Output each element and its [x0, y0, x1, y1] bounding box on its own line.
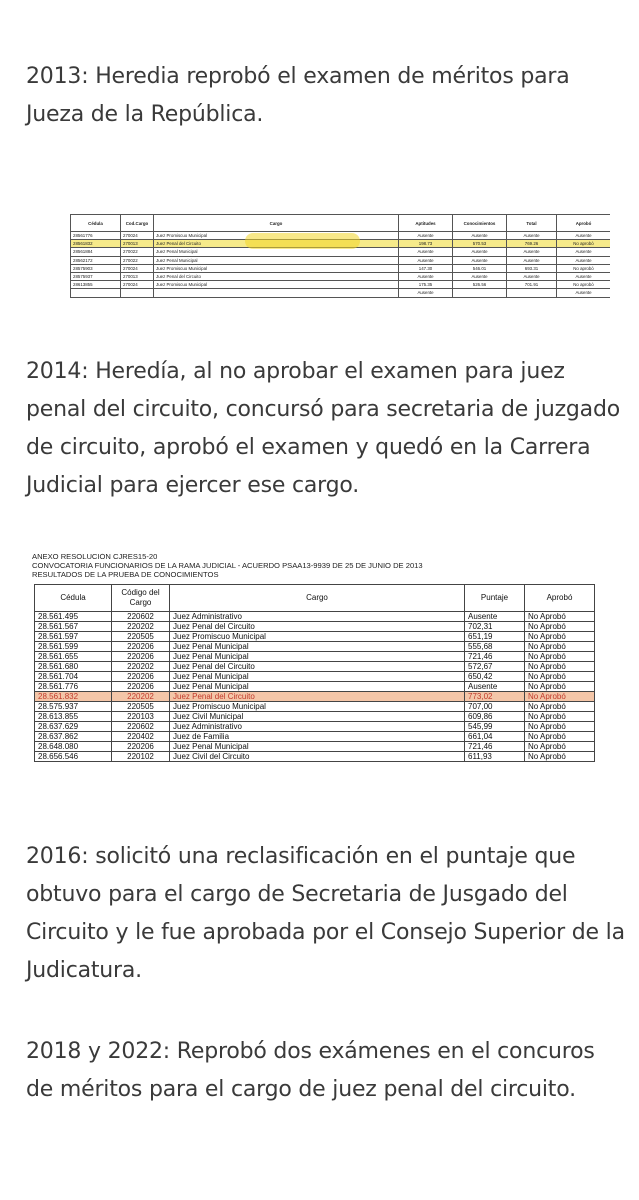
table-cell: 707,00 [465, 702, 525, 712]
table-cell: Juez Penal Municipal [170, 742, 465, 752]
table-row [35, 702, 595, 712]
table-cell: No Aprobó [525, 742, 595, 752]
table-cell: No Aprobó [525, 752, 595, 762]
table-cell: 220505 [112, 632, 170, 642]
results-table-2013 [70, 214, 610, 298]
table-cell: Ausente [557, 256, 611, 264]
table-cell: 721,46 [465, 652, 525, 662]
table-cell: 702,31 [465, 622, 525, 632]
table-cell: Ausente [399, 256, 453, 264]
table-cell: Ausente [465, 682, 525, 692]
column-header: Cargo [154, 215, 399, 232]
table-row [71, 256, 611, 264]
table-cell: 270013 [121, 272, 154, 280]
table-cell: 555,68 [465, 642, 525, 652]
column-header: Código del Cargo [112, 585, 170, 612]
annex-header [32, 553, 612, 579]
table-row [35, 612, 595, 622]
column-header: Aprobó [557, 215, 611, 232]
table-cell: 28.561.599 [35, 642, 112, 652]
table-cell: 28613855 [71, 281, 121, 289]
table-cell: Ausente [507, 232, 557, 240]
table-row [35, 672, 595, 682]
column-header: Aptitudes [399, 215, 453, 232]
table-cell: Ausente [507, 272, 557, 280]
column-header: Cédula [71, 215, 121, 232]
table-cell: 28575937 [71, 272, 121, 280]
table-cell: Juez Promiscuo Municipal [170, 702, 465, 712]
table-cell: No Aprobó [525, 682, 595, 692]
table-cell: Juez Penal Municipal [170, 642, 465, 652]
table-cell [121, 289, 154, 297]
table-cell: Ausente [557, 272, 611, 280]
table-cell: 28561776 [71, 232, 121, 240]
table-row [35, 632, 595, 642]
table-cell: 270024 [121, 281, 154, 289]
table-cell: No Aprobó [525, 672, 595, 682]
table-cell: Ausente [453, 232, 507, 240]
paragraph-2014: 2014: Heredía, al no aprobar el examen para juez penal del circuito, concursó para secretaria de juzgado de circuito, aprobó el examen y quedó en la Carrera Judicial para ejercer ese cargo. [26, 359, 620, 498]
table-cell: 28.648.080 [35, 742, 112, 752]
table-cell: Ausente [507, 248, 557, 256]
table-cell: 28.561.597 [35, 632, 112, 642]
table-cell: No Aprobó [525, 632, 595, 642]
table-row [35, 752, 595, 762]
table-cell: Juez Administrativo [170, 722, 465, 732]
table-cell: 220202 [112, 662, 170, 672]
table-cell: 570.53 [453, 240, 507, 248]
table-cell: 546.01 [453, 264, 507, 272]
table-row [35, 712, 595, 722]
table-cell: 220202 [112, 622, 170, 632]
table-cell: 220206 [112, 642, 170, 652]
column-header: Conocimientos [453, 215, 507, 232]
table-cell: Ausente [399, 232, 453, 240]
table-cell: Ausente [557, 289, 611, 297]
column-header: Cargo [170, 585, 465, 612]
table-cell: 220206 [112, 652, 170, 662]
table-cell: 701.91 [507, 281, 557, 289]
table-cell: Ausente [453, 272, 507, 280]
table-cell: No Aprobó [525, 652, 595, 662]
table-cell: Ausente [399, 272, 453, 280]
table-cell: Ausente [399, 248, 453, 256]
table-cell: Juez Penal del Circuito [170, 622, 465, 632]
table-cell: No Aprobó [525, 702, 595, 712]
column-header: Cédula [35, 585, 112, 612]
table-cell: 28.561.776 [35, 682, 112, 692]
table-cell: 28.575.937 [35, 702, 112, 712]
table-cell: 220602 [112, 612, 170, 622]
table-cell: 270024 [121, 264, 154, 272]
table-cell: 572,67 [465, 662, 525, 672]
table-header-row [71, 215, 611, 232]
table-cell: Juez Administrativo [170, 612, 465, 622]
table-cell: Juez Penal del Circuito [170, 692, 465, 702]
table-cell: 28.656.546 [35, 752, 112, 762]
table-cell: 175.35 [399, 281, 453, 289]
table-row [71, 248, 611, 256]
table-cell: 28.637.629 [35, 722, 112, 732]
table-cell: 773,02 [465, 692, 525, 702]
table-row [35, 642, 595, 652]
paragraph-2018-2022: 2018 y 2022: Reprobó dos exámenes en el concuros de méritos para el cargo de juez penal del circuito. [26, 1039, 595, 1102]
table-cell: Ausente [453, 248, 507, 256]
table-cell: No aprobó [557, 281, 611, 289]
table-cell: No Aprobó [525, 712, 595, 722]
table-cell: 270013 [121, 240, 154, 248]
table-cell: 28.561.680 [35, 662, 112, 672]
table-cell: No Aprobó [525, 732, 595, 742]
table-row [35, 622, 595, 632]
table-cell: Juez Penal Municipal [154, 256, 399, 264]
table-cell: 220102 [112, 752, 170, 762]
table-row [35, 722, 595, 732]
table-row [35, 682, 595, 692]
table-cell: No Aprobó [525, 612, 595, 622]
table-cell: Juez Promiscuo Municipal [154, 264, 399, 272]
table-row [35, 662, 595, 672]
table-cell: Juez Penal Municipal [170, 652, 465, 662]
table-cell: 220402 [112, 732, 170, 742]
table-cell [453, 289, 507, 297]
results-table-2014 [34, 584, 595, 762]
table-row [35, 742, 595, 752]
table-cell: No Aprobó [525, 662, 595, 672]
table-cell: 28561884 [71, 248, 121, 256]
table-cell [71, 289, 121, 297]
table-cell: 769.26 [507, 240, 557, 248]
table-cell: 270022 [121, 248, 154, 256]
table-cell: Juez Promiscuo Municipal [170, 632, 465, 642]
table-cell: Ausente [465, 612, 525, 622]
table-cell: 609,86 [465, 712, 525, 722]
table-image-2013 [70, 214, 610, 301]
column-header: Total [507, 215, 557, 232]
table-row [35, 652, 595, 662]
table-cell: No aprobó [557, 240, 611, 248]
table-cell: Juez Penal Municipal [170, 672, 465, 682]
table-cell [507, 289, 557, 297]
table-header-row [35, 585, 595, 612]
table-cell: 220202 [112, 692, 170, 702]
table-row [71, 272, 611, 280]
table-cell: 270022 [121, 256, 154, 264]
table-cell: 526.56 [453, 281, 507, 289]
table-row [71, 264, 611, 272]
annex-header-line: ANEXO RESOLUCIÓN CJRES15-20 [32, 553, 158, 561]
table-cell: Ausente [399, 289, 453, 297]
column-header: Puntaje [465, 585, 525, 612]
table-row [71, 289, 611, 297]
table-cell: 270024 [121, 232, 154, 240]
table-cell: 28.561.655 [35, 652, 112, 662]
paragraph-2013: 2013: Heredia reprobó el examen de méritos para Jueza de la República. [26, 64, 570, 127]
table-cell: Juez de Familia [170, 732, 465, 742]
table-row [71, 281, 611, 289]
table-cell: 220602 [112, 722, 170, 732]
table-cell [154, 289, 399, 297]
table-cell: 28.613.855 [35, 712, 112, 722]
table-cell: 28562172 [71, 256, 121, 264]
table-cell: Ausente [507, 256, 557, 264]
table-cell: 220206 [112, 742, 170, 752]
table-row [35, 732, 595, 742]
column-header: Aprobó [525, 585, 595, 612]
table-cell: Juez Civil del Circuito [170, 752, 465, 762]
highlight-marker [245, 233, 360, 249]
table-image-2014 [28, 553, 612, 788]
table-cell: 693.31 [507, 264, 557, 272]
table-cell: 220505 [112, 702, 170, 712]
table-cell: No Aprobó [525, 622, 595, 632]
table-cell: 28.637.862 [35, 732, 112, 742]
table-cell: 721,46 [465, 742, 525, 752]
table-cell: 28.561.495 [35, 612, 112, 622]
table-cell: Ausente [557, 248, 611, 256]
table-cell: 611,93 [465, 752, 525, 762]
table-cell: 28.561.567 [35, 622, 112, 632]
table-cell: Juez Penal del Circuito [154, 272, 399, 280]
table-cell: 651,19 [465, 632, 525, 642]
table-cell: 28.561.832 [35, 692, 112, 702]
annex-header-line: CONVOCATORIA FUNCIONARIOS DE LA RAMA JUDICIAL - ACUERDO PSAA13-9939 DE 25 DE JUNIO DE 2013 [32, 560, 423, 570]
table-cell: 28.561.704 [35, 672, 112, 682]
column-header: Cod.Cargo [121, 215, 154, 232]
table-cell: Ausente [453, 256, 507, 264]
table-cell: 28561832 [71, 240, 121, 248]
table-cell: No Aprobó [525, 722, 595, 732]
table-cell: No Aprobó [525, 692, 595, 702]
table-cell: 545,99 [465, 722, 525, 732]
paragraph-2016: 2016: solicitó una reclasificación en el puntaje que obtuvo para el cargo de Secretaria de Jusgado del Circuito y le fue aprobada por el Consejo Superior de la Judicatura. [26, 844, 625, 983]
table-cell: 650,42 [465, 672, 525, 682]
table-cell: No aprobó [557, 264, 611, 272]
table-cell: Juez Penal del Circuito [170, 662, 465, 672]
table-cell: Juez Promiscuo Municipal [154, 281, 399, 289]
table-cell: 220206 [112, 682, 170, 692]
table-cell: Juez Penal Municipal [170, 682, 465, 692]
table-cell: Ausente [557, 232, 611, 240]
table-cell: 28575903 [71, 264, 121, 272]
annex-header-line: RESULTADOS DE LA PRUEBA DE CONOCIMIENTOS [32, 569, 219, 579]
table-cell: 220206 [112, 672, 170, 682]
table-cell: No Aprobó [525, 642, 595, 652]
table-cell: 220103 [112, 712, 170, 722]
table-cell: 198.73 [399, 240, 453, 248]
table-row [35, 692, 595, 702]
table-cell: 661,04 [465, 732, 525, 742]
table-cell: Juez Penal del Circuito [154, 240, 399, 248]
table-cell: Juez Penal Municipal [154, 248, 399, 256]
table-cell: 147.30 [399, 264, 453, 272]
table-cell: Juez Civil Municipal [170, 712, 465, 722]
table-cell: Juez Promiscuo Municipal [154, 232, 399, 240]
